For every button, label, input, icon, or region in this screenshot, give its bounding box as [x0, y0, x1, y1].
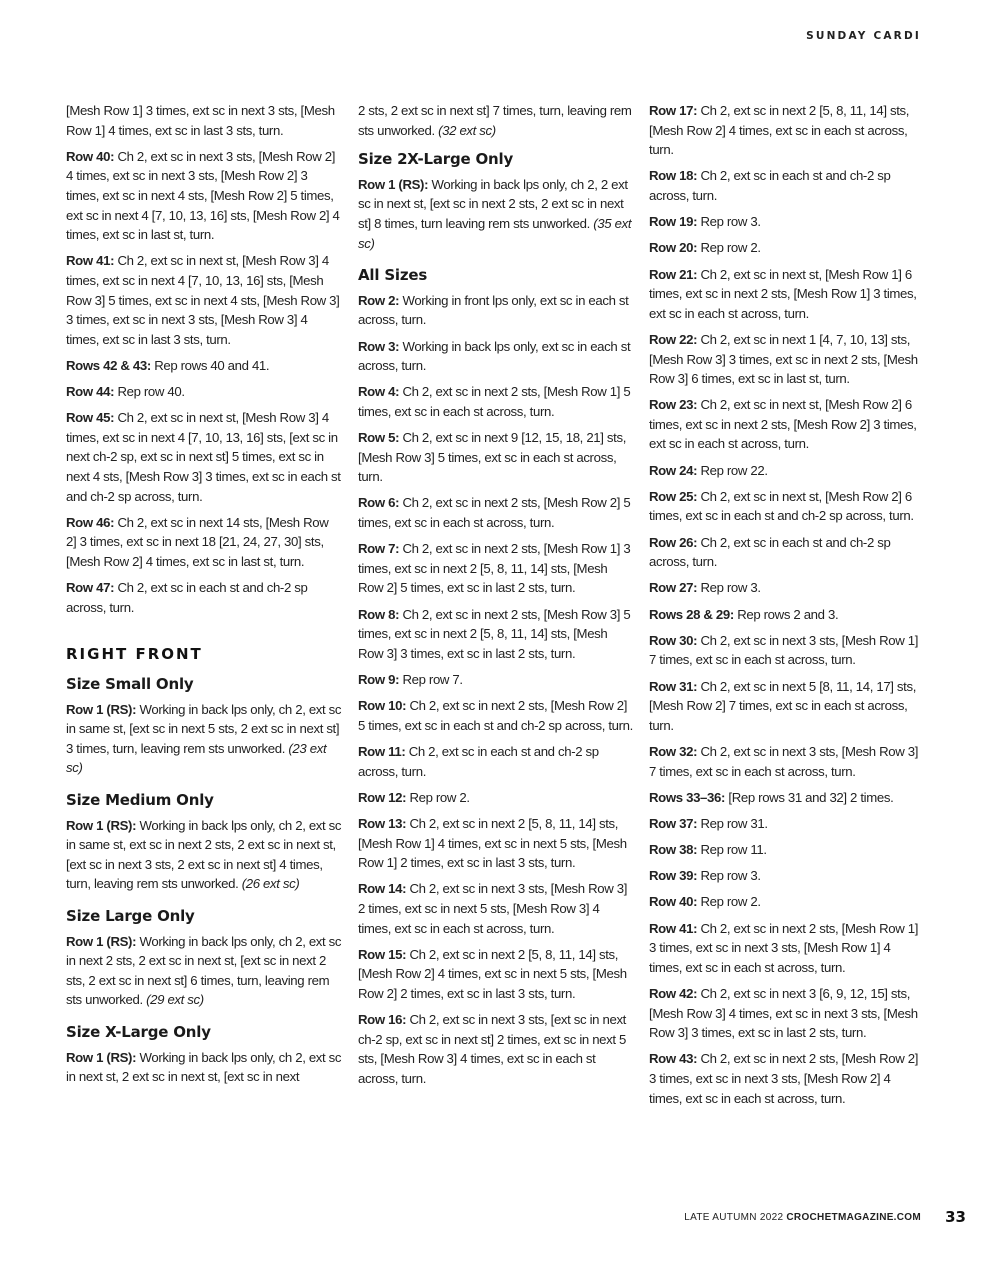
pattern-row: Row 32: Ch 2, ext sc in next 3 sts, [Mesh Row 3] 7 times, ext sc in each st across, turn.: [649, 743, 919, 779]
pattern-row: Row 39: Rep row 3.: [649, 868, 761, 884]
pattern-row: Row 41: Ch 2, ext sc in next st, [Mesh Row 3] 4 times, ext sc in next 4 [7, 10, 13, 16] sts, [Mesh Row 3] 5 times, ext sc in next 4 sts, [Mesh Row 3] 3 times, ext sc in next 3 sts, [Mesh Row 3] 4 times, ext sc in last 3 sts, turn.: [66, 253, 340, 347]
pattern-row: Row 5: Ch 2, ext sc in next 9 [12, 15, 18, 21] sts, [Mesh Row 3] 5 times, ext sc in each st across, turn.: [358, 430, 627, 485]
footer-credit: [684, 1212, 921, 1223]
pattern-row: Row 41: Ch 2, ext sc in next 2 sts, [Mesh Row 1] 3 times, ext sc in next 3 sts, [Mesh Row 1] 4 times, ext sc in each st across, turn.: [649, 920, 919, 975]
pattern-row: Row 42: Ch 2, ext sc in next 3 [6, 9, 12, 15] sts, [Mesh Row 3] 4 times, ext sc in next 3 sts, [Mesh Row 3] 3 times, ext sc in last 2 sts, turn.: [649, 986, 918, 1041]
pattern-row: Row 25: Ch 2, ext sc in next st, [Mesh Row 2] 6 times, ext sc in each st and ch-2 sp across, turn.: [649, 488, 914, 524]
size-heading-2xlarge: Size 2X-Large Only: [358, 150, 514, 169]
pattern-row: Row 2: Working in front lps only, ext sc in each st across, turn.: [358, 292, 629, 328]
pattern-row: Row 47: Ch 2, ext sc in each st and ch-2 sp across, turn.: [66, 580, 308, 615]
pattern-row: Row 22: Ch 2, ext sc in next 1 [4, 7, 10, 13] sts, [Mesh Row 3] 3 times, ext sc in next 2 sts, [Mesh Row 3] 6 times, ext sc in last st, turn.: [649, 331, 918, 387]
pattern-row: Row 10: Ch 2, ext sc in next 2 sts, [Mesh Row 2] 5 times, ext sc in each st and ch-2 sp across, turn.: [358, 698, 633, 733]
pattern-row: Row 16: Ch 2, ext sc in next 3 sts, [ext sc in next ch-2 sp, ext sc in next st] 2 times, ext sc in next 5 sts, [Mesh Row 3] 4 times, ext sc in each st across, turn.: [358, 1012, 627, 1086]
pattern-row: Row 18: Ch 2, ext sc in each st and ch-2 sp across, turn.: [649, 168, 891, 203]
pattern-row: Row 31: Ch 2, ext sc in next 5 [8, 11, 14, 17] sts, [Mesh Row 2] 7 times, ext sc in each st across, turn.: [649, 678, 917, 733]
pattern-row: Row 17: Ch 2, ext sc in next 2 [5, 8, 11, 14] sts, [Mesh Row 2] 4 times, ext sc in each st across, turn.: [649, 103, 910, 158]
pattern-row: Row 3: Working in back lps only, ext sc in each st across, turn.: [358, 338, 631, 374]
pattern-row: Row 37: Rep row 31.: [649, 815, 768, 831]
pattern-row: Rows 28 & 29: Rep rows 2 and 3.: [649, 606, 839, 622]
pattern-row: Row 6: Ch 2, ext sc in next 2 sts, [Mesh Row 2] 5 times, ext sc in each st across, turn.: [358, 495, 631, 531]
pattern-row: Rows 33–36: [Rep rows 31 and 32] 2 times.: [649, 789, 894, 805]
pattern-row: Row 11: Ch 2, ext sc in each st and ch-2 sp across, turn.: [358, 743, 599, 779]
pattern-row: Row 1 (RS): Working in back lps only, ch 2, ext sc in same st, ext sc in next 2 sts, 2 ext sc in next st, [ext sc in next 3 sts, 2 ext sc in next st] 4 times, turn, leaving rem sts unworked. (26 ext sc): [66, 817, 342, 892]
pattern-row: Row 13: Ch 2, ext sc in next 2 [5, 8, 11, 14] sts, [Mesh Row 1] 4 times, ext sc in next 5 sts, [Mesh Row 1] 2 times, ext sc in last 3 sts, turn.: [358, 815, 627, 871]
pattern-row: Row 19: Rep row 3.: [649, 214, 761, 230]
pattern-row: Row 1 (RS): Working in back lps only, ch 2, ext sc in same st, [ext sc in next 5 sts, 2 ext sc in next st] 3 times, turn, leaving rem sts unworked. (23 ext sc): [66, 701, 342, 776]
pattern-row: 2 sts, 2 ext sc in next st] 7 times, turn, leaving rem sts unworked. (32 ext sc): [358, 103, 632, 138]
pattern-row: Rows 42 & 43: Rep rows 40 and 41.: [66, 357, 270, 373]
pattern-row: Row 40: Ch 2, ext sc in next 3 sts, [Mesh Row 2] 4 times, ext sc in next 3 sts, [Mesh Row 2] 3 times, ext sc in next 4 sts, [Mesh Row 2] 5 times, ext sc in next 4 [7, 10, 13, 16] sts, [Mesh Row 2] 4 times, ext sc in last st, turn.: [66, 148, 340, 243]
pattern-row: Row 12: Rep row 2.: [358, 789, 470, 805]
size-heading-large: Size Large Only: [66, 906, 195, 925]
pattern-row: Row 1 (RS): Working in back lps only, ch 2, ext sc in next 2 sts, 2 ext sc in next st, [ext sc in next 2 sts, 2 ext sc in next st] 6 times, turn, leaving rem sts unworked. (29 ext sc): [66, 933, 342, 1008]
website-link[interactable]: CROCHETMAGAZINE.COM: [786, 1212, 921, 1223]
size-heading-xlarge: Size X-Large Only: [66, 1022, 211, 1041]
pattern-row: Row 9: Rep row 7.: [358, 672, 463, 687]
pattern-row: Row 1 (RS): Working in back lps only, ch 2, ext sc in next st, 2 ext sc in next st, [ext sc in next: [66, 1049, 342, 1085]
pattern-row: Row 8: Ch 2, ext sc in next 2 sts, [Mesh Row 3] 5 times, ext sc in next 2 [5, 8, 11, 14] sts, [Mesh Row 3] 3 times, ext sc in last 2 sts, turn.: [358, 606, 631, 661]
running-header: SUNDAY CARDI: [806, 30, 921, 42]
issue-label: LATE AUTUMN 2022: [684, 1212, 787, 1223]
pattern-row: Row 26: Ch 2, ext sc in each st and ch-2 sp across, turn.: [649, 534, 891, 570]
pattern-row: Row 15: Ch 2, ext sc in next 2 [5, 8, 11, 14] sts, [Mesh Row 2] 4 times, ext sc in next 5 sts, [Mesh Row 2] 2 times, ext sc in last 3 sts, turn.: [358, 946, 627, 1001]
pattern-row: Row 4: Ch 2, ext sc in next 2 sts, [Mesh Row 1] 5 times, ext sc in each st across, turn.: [358, 384, 631, 419]
pattern-row: Row 24: Rep row 22.: [649, 462, 768, 478]
pattern-row: Row 44: Rep row 40.: [66, 384, 185, 400]
pattern-row: Row 1 (RS): Working in back lps only, ch 2, 2 ext sc in next st, [ext sc in next 2 sts, 2 ext sc in next st] 8 times, turn leaving rem sts unworked. (35 ext sc): [358, 176, 632, 251]
pattern-row: Row 14: Ch 2, ext sc in next 3 sts, [Mesh Row 3] 2 times, ext sc in next 5 sts, [Mesh Row 3] 4 times, ext sc in each st across, turn.: [358, 881, 628, 936]
column-left: [66, 101, 342, 1093]
pattern-row: Row 20: Rep row 2.: [649, 240, 761, 256]
size-heading-medium: Size Medium Only: [66, 790, 214, 809]
column-middle: [358, 101, 634, 1095]
column-right: [649, 101, 925, 1115]
pattern-row: Row 45: Ch 2, ext sc in next st, [Mesh Row 3] 4 times, ext sc in next 4 [7, 10, 13, 16] sts, [ext sc in next ch-2 sp, ext sc in next st] 5 times, ext sc in next 4 sts, [Mesh Row 3] 3 times, ext sc in each st and ch-2 sp across, turn.: [66, 410, 341, 504]
pattern-row: Row 38: Rep row 11.: [649, 842, 767, 858]
pattern-row: Row 46: Ch 2, ext sc in next 14 sts, [Mesh Row 2] 3 times, ext sc in next 18 [21, 24, 27, 30] sts, [Mesh Row 2] 4 times, ext sc in last st, turn.: [66, 514, 329, 570]
section-heading-right-front: RIGHT FRONT: [66, 645, 203, 664]
page-number: 33: [945, 1208, 966, 1226]
size-heading-all: All Sizes: [358, 266, 428, 285]
pattern-row: Row 23: Ch 2, ext sc in next st, [Mesh Row 2] 6 times, ext sc in next 2 sts, [Mesh Row 2] 3 times, ext sc in each st across, turn.: [649, 397, 917, 452]
size-heading-small: Size Small Only: [66, 675, 194, 693]
pattern-row: Row 43: Ch 2, ext sc in next 2 sts, [Mesh Row 2] 3 times, ext sc in next 3 sts, [Mesh Row 2] 4 times, ext sc in each st across, turn.: [649, 1051, 919, 1106]
pattern-row: Row 7: Ch 2, ext sc in next 2 sts, [Mesh Row 1] 3 times, ext sc in next 2 [5, 8, 11, 14] sts, [Mesh Row 2] 5 times, ext sc in last 2 sts, turn.: [358, 541, 631, 596]
pattern-row: Row 27: Rep row 3.: [649, 580, 761, 596]
pattern-row: Row 30: Ch 2, ext sc in next 3 sts, [Mesh Row 1] 7 times, ext sc in each st across, turn.: [649, 632, 919, 668]
pattern-row: [Mesh Row 1] 3 times, ext sc in next 3 sts, [Mesh Row 1] 4 times, ext sc in last 3 sts, turn.: [66, 103, 335, 138]
pattern-row: Row 21: Ch 2, ext sc in next st, [Mesh Row 1] 6 times, ext sc in next 2 sts, [Mesh Row 1] 3 times, ext sc in each st across, turn.: [649, 266, 917, 321]
pattern-row: Row 40: Rep row 2.: [649, 894, 761, 910]
